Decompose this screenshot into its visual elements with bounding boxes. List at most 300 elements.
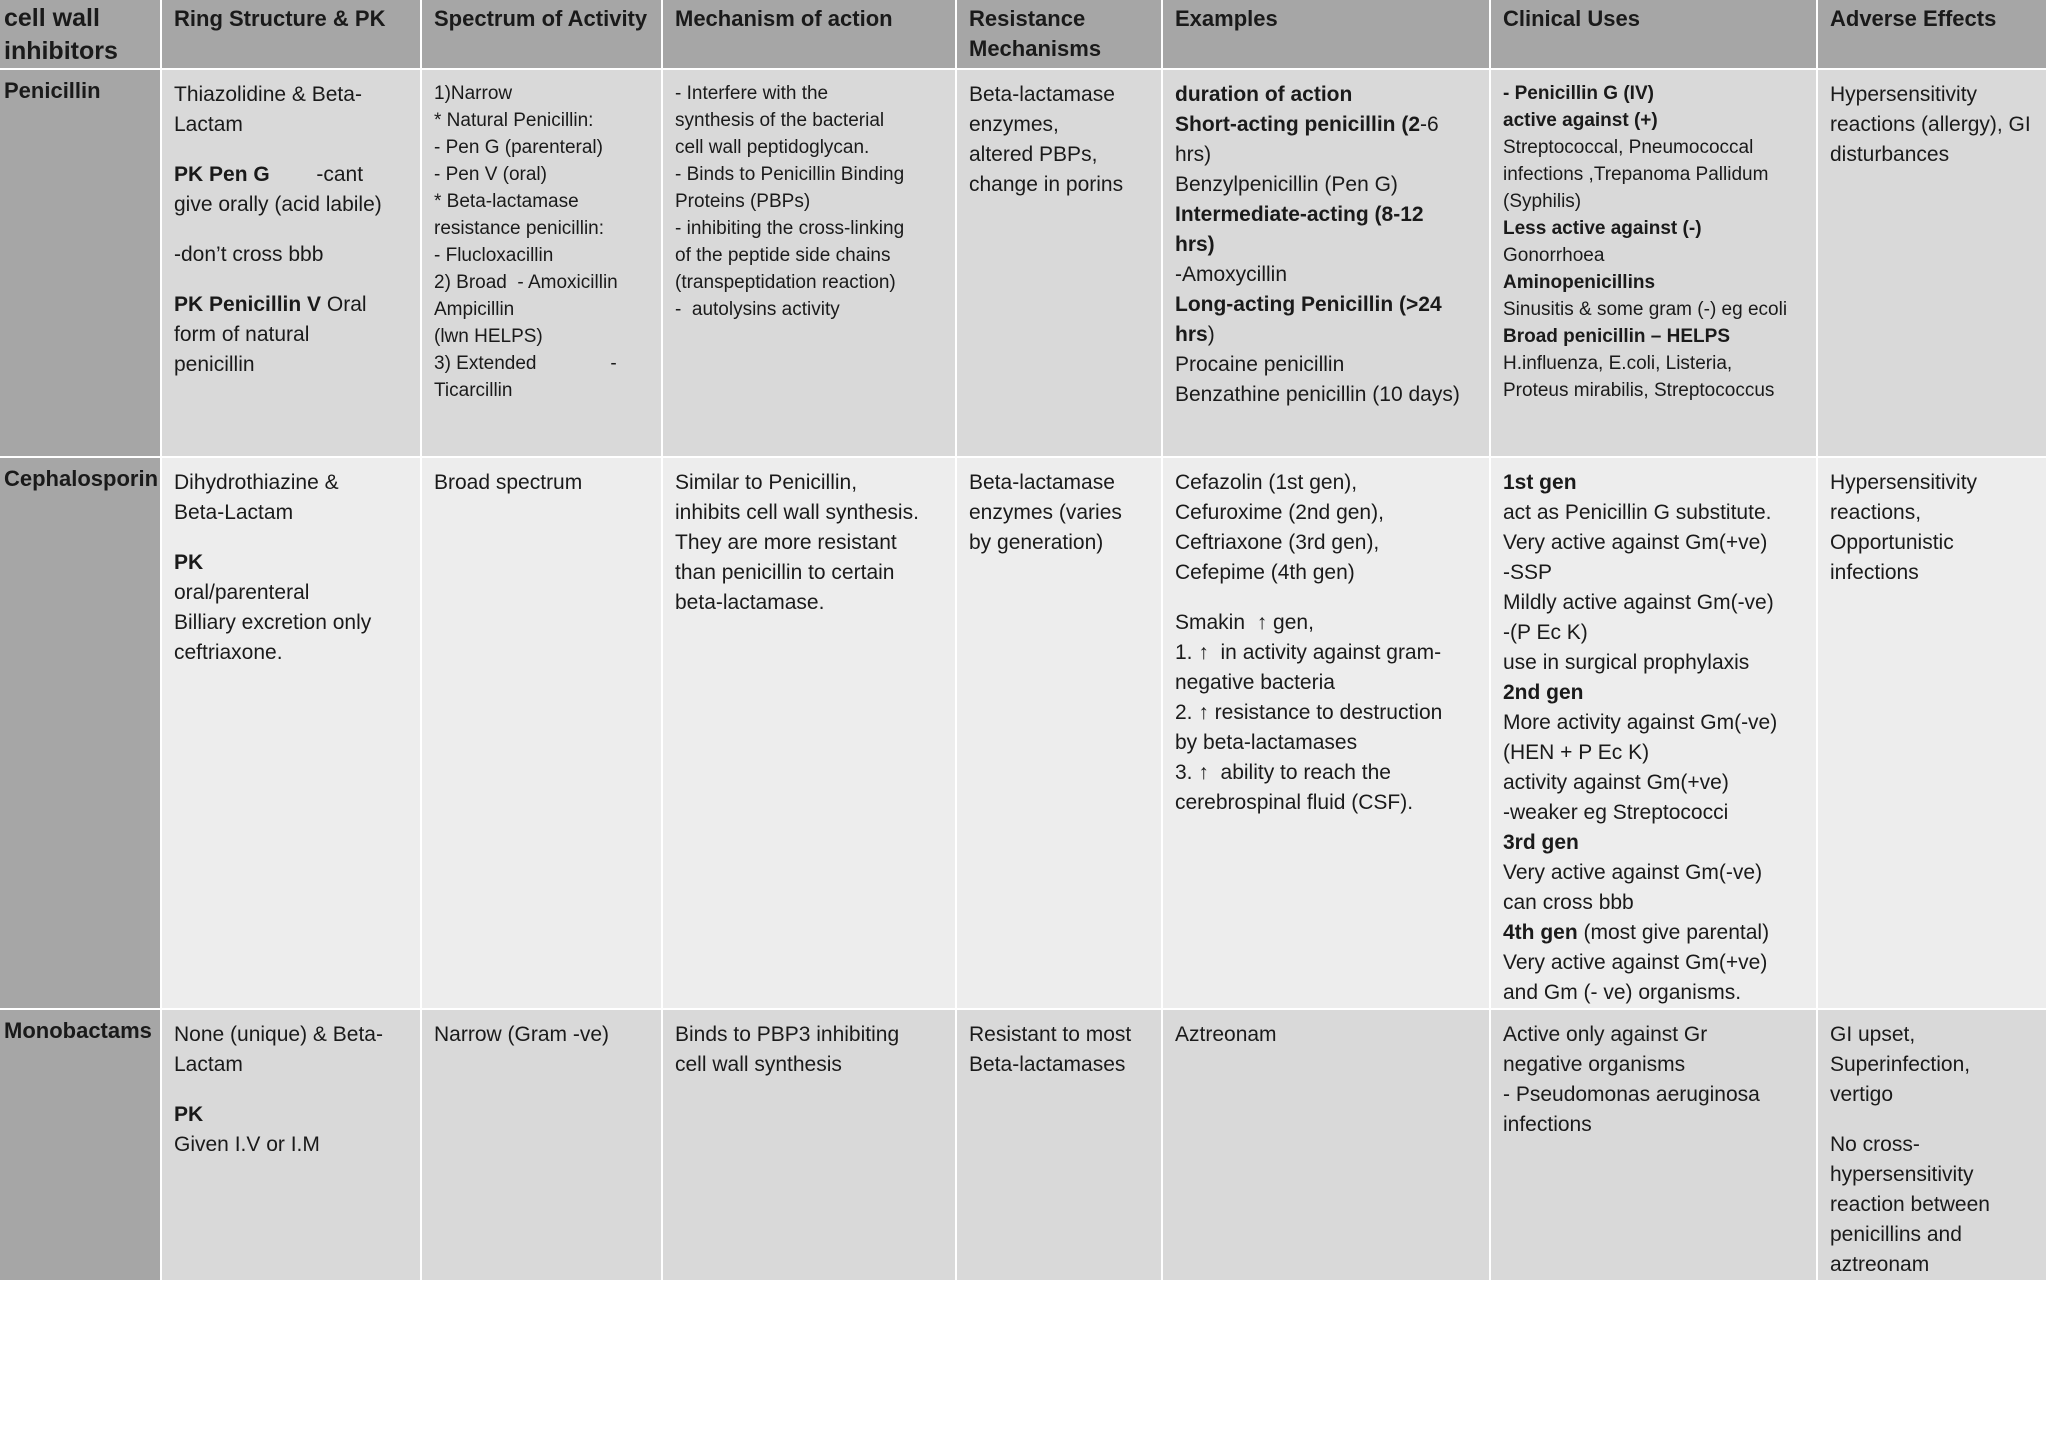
text: reaction between bbox=[1830, 1193, 1990, 1216]
cell-ring-structure bbox=[162, 1010, 422, 1282]
cell-mechanism bbox=[663, 458, 957, 1010]
text: - Binds to Penicillin Binding bbox=[675, 164, 905, 185]
text: Proteus mirabilis, Streptococcus bbox=[1503, 380, 1775, 401]
cell-line bbox=[174, 80, 408, 110]
cell-line bbox=[1503, 1050, 1804, 1080]
text: -(P Ec K) bbox=[1503, 621, 1588, 644]
cell-mechanism bbox=[663, 70, 957, 458]
text: Very active against Gm(+ve) bbox=[1503, 531, 1768, 554]
cell-line bbox=[1175, 230, 1477, 260]
cell-line bbox=[1175, 350, 1477, 380]
text: Given I.V or I.M bbox=[174, 1133, 320, 1156]
text: - Pen G (parenteral) bbox=[434, 137, 603, 158]
cell-line bbox=[675, 498, 943, 528]
bold-text: Less active against (-) bbox=[1503, 218, 1702, 239]
bold-text: hrs) bbox=[1175, 233, 1215, 256]
text: - autolysins activity bbox=[675, 299, 840, 320]
text: Active only against Gr bbox=[1503, 1023, 1708, 1046]
text: resistance penicillin: bbox=[434, 218, 605, 239]
cell-examples bbox=[1163, 458, 1491, 1010]
cell-line bbox=[1175, 260, 1477, 290]
cell-line bbox=[434, 242, 649, 269]
cell-line bbox=[1175, 668, 1477, 698]
cell-line bbox=[969, 498, 1149, 528]
cell-line bbox=[1503, 188, 1804, 215]
cell-line bbox=[174, 578, 408, 608]
text: by beta-lactamases bbox=[1175, 731, 1358, 754]
cell-line bbox=[174, 498, 408, 528]
text: act as Penicillin G substitute. bbox=[1503, 501, 1772, 524]
text: Cefepime (4th gen) bbox=[1175, 561, 1355, 584]
text: (lwn HELPS) bbox=[434, 326, 543, 347]
text: give orally (acid labile) bbox=[174, 193, 382, 216]
cell-examples bbox=[1163, 1010, 1491, 1282]
cell-ring-structure bbox=[162, 70, 422, 458]
bold-text: hrs bbox=[1175, 323, 1208, 346]
text: negative bacteria bbox=[1175, 671, 1335, 694]
cell-line bbox=[434, 269, 649, 296]
spacer bbox=[174, 528, 408, 548]
text: Aztreonam bbox=[1175, 1023, 1277, 1046]
text: Billiary excretion only bbox=[174, 611, 372, 634]
text: Cefazolin (1st gen), bbox=[1175, 471, 1358, 494]
text: - Interfere with the bbox=[675, 83, 829, 104]
cell-line bbox=[675, 242, 943, 269]
cell-line bbox=[1503, 350, 1804, 377]
cell-line bbox=[174, 468, 408, 498]
text: Benzylpenicillin (Pen G) bbox=[1175, 173, 1398, 196]
cell-line bbox=[174, 240, 408, 270]
cell-line bbox=[969, 1020, 1149, 1050]
bold-text: duration of action bbox=[1175, 83, 1353, 106]
cell-adverse-effects bbox=[1818, 1010, 2048, 1282]
cell-line bbox=[1503, 1080, 1804, 1110]
text: Opportunistic bbox=[1830, 531, 1954, 554]
cell-line bbox=[969, 468, 1149, 498]
text: Benzathine penicillin (10 days) bbox=[1175, 383, 1460, 406]
cell-line bbox=[1503, 828, 1804, 858]
text: penicillin bbox=[174, 353, 255, 376]
text: ceftriaxone. bbox=[174, 641, 283, 664]
text: change in porins bbox=[969, 173, 1124, 196]
text: infections bbox=[1503, 1113, 1592, 1136]
cell-line bbox=[174, 290, 408, 320]
cell-line bbox=[1830, 558, 2034, 588]
text: -don’t cross bbb bbox=[174, 243, 324, 266]
header-resistance: Resistance Mechanisms bbox=[957, 0, 1163, 70]
text: Resistant to most bbox=[969, 1023, 1132, 1046]
cell-line bbox=[1175, 110, 1477, 140]
spacer bbox=[174, 140, 408, 160]
cell-clinical-uses bbox=[1491, 70, 1818, 458]
text: -SSP bbox=[1503, 561, 1553, 584]
text: -6 bbox=[1420, 113, 1439, 136]
cell-line bbox=[1503, 918, 1804, 948]
text: (transpeptidation reaction) bbox=[675, 272, 896, 293]
text: oral/parenteral bbox=[174, 581, 310, 604]
cell-line bbox=[1175, 758, 1477, 788]
cell-line bbox=[1830, 80, 2034, 110]
bold-text: Broad penicillin – HELPS bbox=[1503, 326, 1730, 347]
cell-line bbox=[1830, 1250, 2034, 1280]
text: Beta-Lactam bbox=[174, 501, 294, 524]
bold-text: 3rd gen bbox=[1503, 831, 1579, 854]
cell-clinical-uses bbox=[1491, 1010, 1818, 1282]
cell-spectrum bbox=[422, 70, 663, 458]
cell-line bbox=[174, 548, 408, 578]
text: beta-lactamase. bbox=[675, 591, 825, 614]
text: None (unique) & Beta- bbox=[174, 1023, 383, 1046]
cell-line bbox=[1175, 788, 1477, 818]
text: altered PBPs, bbox=[969, 143, 1098, 166]
cell-line bbox=[1830, 1130, 2034, 1160]
cell-line bbox=[434, 377, 649, 404]
text: form of natural bbox=[174, 323, 310, 346]
text: (Syphilis) bbox=[1503, 191, 1582, 212]
cell-line bbox=[434, 468, 649, 498]
cell-line bbox=[1503, 377, 1804, 404]
cell-line bbox=[1503, 618, 1804, 648]
cell-mechanism bbox=[663, 1010, 957, 1282]
text: H.influenza, E.coli, Listeria, bbox=[1503, 353, 1733, 374]
text: can cross bbb bbox=[1503, 891, 1634, 914]
text: No cross- bbox=[1830, 1133, 1920, 1156]
spacer bbox=[174, 270, 408, 290]
header-mechanism: Mechanism of action bbox=[663, 0, 957, 70]
text: (HEN + P Ec K) bbox=[1503, 741, 1650, 764]
cell-line bbox=[1503, 107, 1804, 134]
cell-line bbox=[434, 80, 649, 107]
text: than penicillin to certain bbox=[675, 561, 895, 584]
text: 2) Broad - Amoxicillin bbox=[434, 272, 618, 293]
cell-line bbox=[675, 80, 943, 107]
text: aztreonam bbox=[1830, 1253, 1930, 1276]
cell-line bbox=[174, 190, 408, 220]
text: Oral bbox=[321, 293, 367, 316]
cell-line bbox=[434, 215, 649, 242]
text: 1. ↑ in activity against gram- bbox=[1175, 641, 1442, 664]
text: - inhibiting the cross-linking bbox=[675, 218, 905, 239]
cell-line bbox=[1175, 290, 1477, 320]
header-clinical-uses: Clinical Uses bbox=[1491, 0, 1818, 70]
text: by generation) bbox=[969, 531, 1104, 554]
cell-line bbox=[1503, 648, 1804, 678]
cell-line bbox=[1830, 110, 2034, 140]
cell-line bbox=[174, 638, 408, 668]
bold-text: PK bbox=[174, 1103, 204, 1126]
cell-resistance bbox=[957, 458, 1163, 1010]
cell-line bbox=[1503, 242, 1804, 269]
text: negative organisms bbox=[1503, 1053, 1686, 1076]
cell-line bbox=[1175, 80, 1477, 110]
cell-line bbox=[1503, 323, 1804, 350]
cell-spectrum bbox=[422, 1010, 663, 1282]
cell-line bbox=[1503, 738, 1804, 768]
cell-spectrum bbox=[422, 458, 663, 1010]
header-row bbox=[0, 0, 2048, 70]
text: inhibits cell wall synthesis. bbox=[675, 501, 919, 524]
cell-line bbox=[675, 1050, 943, 1080]
text: Hypersensitivity bbox=[1830, 83, 1978, 106]
text: Beta-lactamases bbox=[969, 1053, 1126, 1076]
cell-line bbox=[1175, 528, 1477, 558]
bold-text: 1st gen bbox=[1503, 471, 1577, 494]
bold-text: Short-acting penicillin (2 bbox=[1175, 113, 1421, 136]
cell-line bbox=[1503, 798, 1804, 828]
cell-line bbox=[969, 1050, 1149, 1080]
text: disturbances bbox=[1830, 143, 1950, 166]
text: 1)Narrow bbox=[434, 83, 513, 104]
cell-line bbox=[1175, 558, 1477, 588]
cell-line bbox=[969, 110, 1149, 140]
cell-line bbox=[1830, 1080, 2034, 1110]
cell-ring-structure bbox=[162, 458, 422, 1010]
cell-line bbox=[1503, 888, 1804, 918]
cell-line bbox=[174, 1130, 408, 1160]
text: synthesis of the bacterial bbox=[675, 110, 885, 131]
cell-line bbox=[675, 528, 943, 558]
text: Very active against Gm(+ve) bbox=[1503, 951, 1768, 974]
cell-line bbox=[1503, 678, 1804, 708]
cell-line bbox=[174, 350, 408, 380]
cell-line bbox=[1503, 1020, 1804, 1050]
header-drug-class: cell wall inhibitors bbox=[0, 0, 162, 70]
text: Sinusitis & some gram (-) eg ecoli bbox=[1503, 299, 1788, 320]
cell-line bbox=[1830, 1220, 2034, 1250]
cell-line bbox=[174, 320, 408, 350]
cell-line bbox=[675, 558, 943, 588]
bold-text: 2nd gen bbox=[1503, 681, 1584, 704]
text: cell wall synthesis bbox=[675, 1053, 842, 1076]
cell-line bbox=[1503, 134, 1804, 161]
bold-text: Intermediate-acting (8-12 bbox=[1175, 203, 1424, 226]
cell-line bbox=[1503, 708, 1804, 738]
cell-line bbox=[1830, 528, 2034, 558]
text: Lactam bbox=[174, 1053, 243, 1076]
cell-line bbox=[434, 1020, 649, 1050]
cell-line bbox=[434, 350, 649, 377]
text: enzymes, bbox=[969, 113, 1059, 136]
text: Hypersensitivity bbox=[1830, 471, 1978, 494]
cell-line bbox=[1503, 468, 1804, 498]
text: vertigo bbox=[1830, 1083, 1894, 1106]
cell-line bbox=[675, 468, 943, 498]
text: Proteins (PBPs) bbox=[675, 191, 811, 212]
cell-line bbox=[1175, 170, 1477, 200]
cell-line bbox=[1503, 269, 1804, 296]
header-spectrum: Spectrum of Activity bbox=[422, 0, 663, 70]
table-row-cephalosporin bbox=[0, 458, 2048, 1010]
bold-text: Aminopenicillins bbox=[1503, 272, 1656, 293]
text: cell wall peptidoglycan. bbox=[675, 137, 870, 158]
bold-text: Long-acting Penicillin (>24 bbox=[1175, 293, 1442, 316]
cell-line bbox=[969, 170, 1149, 200]
header-examples: Examples bbox=[1163, 0, 1491, 70]
cell-line bbox=[434, 161, 649, 188]
bold-text: PK bbox=[174, 551, 204, 574]
cell-line bbox=[1830, 1190, 2034, 1220]
spacer bbox=[1175, 588, 1477, 608]
cell-line bbox=[1503, 296, 1804, 323]
cell-line bbox=[675, 215, 943, 242]
text: (most give parental) bbox=[1577, 921, 1770, 944]
text: Ampicillin bbox=[434, 299, 515, 320]
row-label-penicillin: Penicillin bbox=[0, 70, 162, 458]
cell-line bbox=[1175, 380, 1477, 410]
cell-line bbox=[969, 140, 1149, 170]
cell-line bbox=[434, 188, 649, 215]
bold-text: - Penicillin G (IV) bbox=[1503, 83, 1654, 104]
cell-line bbox=[1830, 140, 2034, 170]
text: Streptococcal, Pneumococcal bbox=[1503, 137, 1754, 158]
text: Mildly active against Gm(-ve) bbox=[1503, 591, 1774, 614]
cell-line bbox=[969, 528, 1149, 558]
cell-line bbox=[1503, 588, 1804, 618]
text: Similar to Penicillin, bbox=[675, 471, 858, 494]
cell-line bbox=[1175, 140, 1477, 170]
cell-line bbox=[174, 110, 408, 140]
text: reactions (allergy), GI bbox=[1830, 113, 2031, 136]
text: * Beta-lactamase bbox=[434, 191, 579, 212]
cell-resistance bbox=[957, 70, 1163, 458]
text: Broad spectrum bbox=[434, 471, 583, 494]
text: 3) Extended - bbox=[434, 353, 617, 374]
text: Thiazolidine & Beta- bbox=[174, 83, 362, 106]
header-ring-structure: Ring Structure & PK bbox=[162, 0, 422, 70]
cell-line bbox=[1503, 1110, 1804, 1140]
cell-line bbox=[174, 1050, 408, 1080]
cell-line bbox=[1503, 978, 1804, 1008]
text: They are more resistant bbox=[675, 531, 897, 554]
text: Gonorrhoea bbox=[1503, 245, 1605, 266]
cell-line bbox=[1175, 498, 1477, 528]
text: penicillins and bbox=[1830, 1223, 1962, 1246]
text: Very active against Gm(-ve) bbox=[1503, 861, 1763, 884]
cell-line bbox=[1175, 1020, 1477, 1050]
cell-line bbox=[1503, 558, 1804, 588]
text: of the peptide side chains bbox=[675, 245, 891, 266]
cell-line bbox=[174, 1100, 408, 1130]
table-row-monobactams bbox=[0, 1010, 2048, 1282]
text: 3. ↑ ability to reach the bbox=[1175, 761, 1391, 784]
cell-adverse-effects bbox=[1818, 458, 2048, 1010]
cell-line bbox=[1503, 161, 1804, 188]
text: Narrow (Gram -ve) bbox=[434, 1023, 610, 1046]
text: * Natural Penicillin: bbox=[434, 110, 594, 131]
cell-line bbox=[434, 134, 649, 161]
cell-line bbox=[1175, 638, 1477, 668]
text: Smakin ↑ gen, bbox=[1175, 611, 1314, 634]
cell-line bbox=[1175, 698, 1477, 728]
text: More activity against Gm(-ve) bbox=[1503, 711, 1778, 734]
bold-text: PK Pen G bbox=[174, 163, 270, 186]
text: ) bbox=[1207, 323, 1215, 346]
text: hypersensitivity bbox=[1830, 1163, 1974, 1186]
bold-text: PK Penicillin V bbox=[174, 293, 322, 316]
cell-line bbox=[1830, 1020, 2034, 1050]
text: reactions, bbox=[1830, 501, 1922, 524]
text: Beta-lactamase bbox=[969, 83, 1115, 106]
cell-line bbox=[675, 107, 943, 134]
cell-line bbox=[434, 296, 649, 323]
text: Procaine penicillin bbox=[1175, 353, 1345, 376]
table-row-penicillin bbox=[0, 70, 2048, 458]
cell-line bbox=[1175, 608, 1477, 638]
text: - Pen V (oral) bbox=[434, 164, 547, 185]
text: hrs) bbox=[1175, 143, 1212, 166]
text: Ceftriaxone (3rd gen), bbox=[1175, 531, 1380, 554]
cell-line bbox=[174, 1020, 408, 1050]
cell-resistance bbox=[957, 1010, 1163, 1282]
text: - Pseudomonas aeruginosa bbox=[1503, 1083, 1760, 1106]
cell-line bbox=[174, 608, 408, 638]
cell-line bbox=[675, 188, 943, 215]
text: enzymes (varies bbox=[969, 501, 1122, 524]
row-label-cephalosporin: Cephalosporin bbox=[0, 458, 162, 1010]
cell-line bbox=[434, 323, 649, 350]
cell-line bbox=[174, 160, 408, 190]
cell-line bbox=[434, 107, 649, 134]
text: Beta-lactamase bbox=[969, 471, 1115, 494]
cell-line bbox=[1503, 858, 1804, 888]
cell-line bbox=[1830, 468, 2034, 498]
text: infections bbox=[1830, 561, 1919, 584]
cell-line bbox=[675, 134, 943, 161]
cell-line bbox=[1503, 498, 1804, 528]
cell-line bbox=[1503, 528, 1804, 558]
cell-line bbox=[969, 80, 1149, 110]
cell-line bbox=[1175, 200, 1477, 230]
cell-line bbox=[1830, 1050, 2034, 1080]
cell-line bbox=[1503, 948, 1804, 978]
text: Ticarcillin bbox=[434, 380, 513, 401]
spacer bbox=[174, 1080, 408, 1100]
cell-line bbox=[1503, 768, 1804, 798]
cell-line bbox=[675, 269, 943, 296]
bold-text: active against (+) bbox=[1503, 110, 1658, 131]
text: cerebrospinal fluid (CSF). bbox=[1175, 791, 1414, 814]
text: -weaker eg Streptococci bbox=[1503, 801, 1729, 824]
cell-line bbox=[1830, 1160, 2034, 1190]
text: Cefuroxime (2nd gen), bbox=[1175, 501, 1384, 524]
cell-adverse-effects bbox=[1818, 70, 2048, 458]
cell-line bbox=[675, 1020, 943, 1050]
cell-line bbox=[1175, 728, 1477, 758]
spacer bbox=[1830, 1110, 2034, 1130]
text: infections ,Trepanoma Pallidum bbox=[1503, 164, 1769, 185]
cell-examples bbox=[1163, 70, 1491, 458]
text: -cant bbox=[269, 163, 364, 186]
bold-text: 4th gen bbox=[1503, 921, 1578, 944]
cell-clinical-uses bbox=[1491, 458, 1818, 1010]
text: Binds to PBP3 inhibiting bbox=[675, 1023, 900, 1046]
spacer bbox=[174, 220, 408, 240]
cell-line bbox=[1175, 468, 1477, 498]
header-adverse-effects: Adverse Effects bbox=[1818, 0, 2048, 70]
text: -Amoxycillin bbox=[1175, 263, 1288, 286]
text: Lactam bbox=[174, 113, 243, 136]
row-label-monobactams: Monobactams bbox=[0, 1010, 162, 1282]
text: activity against Gm(+ve) bbox=[1503, 771, 1729, 794]
cell-line bbox=[1175, 320, 1477, 350]
cell-line bbox=[675, 296, 943, 323]
cell-line bbox=[675, 588, 943, 618]
cell-line bbox=[1503, 80, 1804, 107]
text: 2. ↑ resistance to destruction bbox=[1175, 701, 1443, 724]
cell-line bbox=[1503, 215, 1804, 242]
cell-line bbox=[1830, 498, 2034, 528]
text: Dihydrothiazine & bbox=[174, 471, 339, 494]
